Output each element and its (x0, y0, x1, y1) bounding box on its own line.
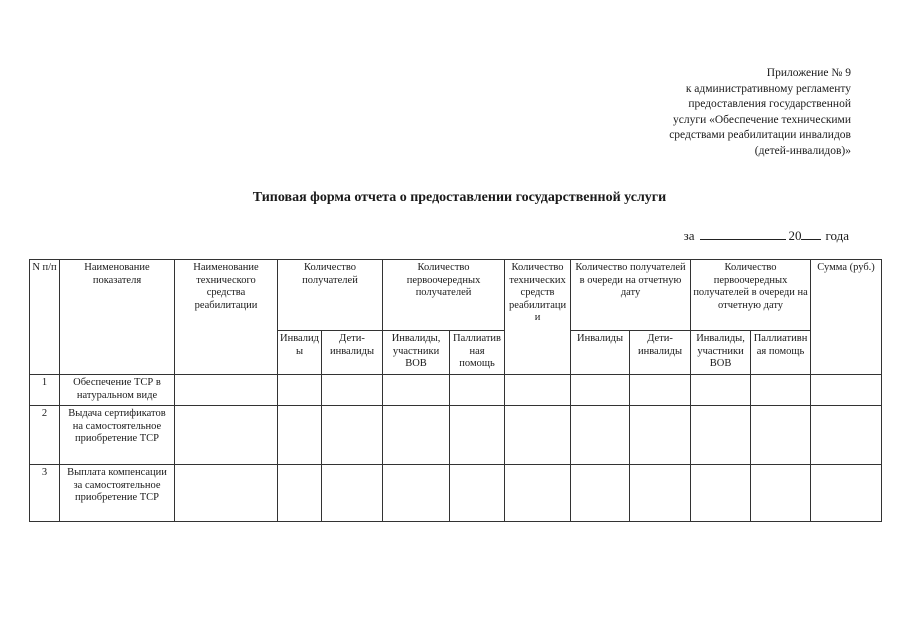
empty-cell (322, 375, 383, 406)
empty-cell (175, 406, 278, 465)
table-row (30, 406, 882, 465)
empty-cell (571, 406, 630, 465)
report-period (684, 227, 849, 244)
appendix-line: предоставления государственной (688, 98, 851, 110)
empty-cell (630, 375, 691, 406)
header-recipients: Количество получателей (278, 260, 383, 331)
empty-cell (175, 465, 278, 522)
subheader-vov: Инвалиды, участники ВОВ (383, 331, 450, 375)
table-row (30, 375, 882, 406)
row-num: 2 (30, 406, 60, 465)
empty-cell (278, 375, 322, 406)
appendix-note (591, 66, 851, 159)
empty-cell (175, 375, 278, 406)
empty-cell (811, 465, 882, 522)
subheader-invalids: Инвалиды (278, 331, 322, 375)
empty-cell (751, 406, 811, 465)
empty-cell (691, 465, 751, 522)
appendix-line: средствами реабилитации инвалидов (669, 129, 851, 141)
empty-cell (322, 406, 383, 465)
empty-cell (450, 406, 505, 465)
empty-cell (505, 406, 571, 465)
empty-cell (691, 406, 751, 465)
report-table (29, 259, 882, 522)
empty-cell (383, 375, 450, 406)
empty-cell (278, 465, 322, 522)
empty-cell (450, 465, 505, 522)
empty-cell (691, 375, 751, 406)
subheader-queue-children: Дети-инвалиды (630, 331, 691, 375)
row-indicator: Обеспечение ТСР в натуральном виде (60, 375, 175, 406)
period-blank (700, 227, 786, 240)
empty-cell (505, 375, 571, 406)
period-prefix: за (683, 228, 695, 243)
empty-cell (811, 375, 882, 406)
appendix-line: к административному регламенту (685, 82, 851, 95)
empty-cell (630, 465, 691, 522)
subheader-palliative: Паллиативная помощь (450, 331, 505, 375)
document-title: Типовая форма отчета о предоставлении государственной услуги (252, 190, 667, 205)
period-suffix: года (825, 228, 849, 243)
header-priority: Количество первоочередных получателей (383, 260, 505, 331)
subheader-queue-vov: Инвалиды, участники ВОВ (691, 331, 751, 375)
row-indicator: Выдача сертификатов на самостоятельное приобретение ТСР (60, 406, 175, 465)
header-tsr-name: Наименование технического средства реабилитации (175, 260, 278, 375)
row-num: 1 (30, 375, 60, 406)
subheader-children: Дети-инвалиды (322, 331, 383, 375)
subheader-queue-invalids: Инвалиды (571, 331, 630, 375)
header-num: N п/п (30, 260, 60, 375)
header-priority-queue: Количество первоочередных получателей в очереди на отчетную дату (691, 260, 811, 331)
empty-cell (278, 406, 322, 465)
row-num: 3 (30, 465, 60, 522)
empty-cell (630, 406, 691, 465)
row-indicator: Выплата компенсации за самостоятельное приобретение ТСР (60, 465, 175, 522)
appendix-line: Приложение № 9 (766, 67, 851, 79)
table-row (30, 465, 882, 522)
empty-cell (751, 465, 811, 522)
empty-cell (383, 465, 450, 522)
header-sum: Сумма (руб.) (811, 260, 882, 375)
appendix-line: (детей-инвалидов)» (754, 144, 851, 157)
empty-cell (571, 375, 630, 406)
header-queue: Количество получателей в очереди на отчетную дату (571, 260, 691, 331)
empty-cell (383, 406, 450, 465)
header-tech-count: Количество технических средств реабилитации (505, 260, 571, 375)
empty-cell (571, 465, 630, 522)
empty-cell (505, 465, 571, 522)
year-blank (801, 227, 821, 240)
header-row (30, 260, 882, 331)
empty-cell (322, 465, 383, 522)
subheader-queue-palliative: Паллиативная помощь (751, 331, 811, 375)
empty-cell (450, 375, 505, 406)
empty-cell (751, 375, 811, 406)
appendix-line: услуги «Обеспечение техническими (673, 113, 851, 126)
empty-cell (811, 406, 882, 465)
header-indicator: Наименование показателя (60, 260, 175, 375)
period-year-label: 20 (788, 228, 802, 243)
